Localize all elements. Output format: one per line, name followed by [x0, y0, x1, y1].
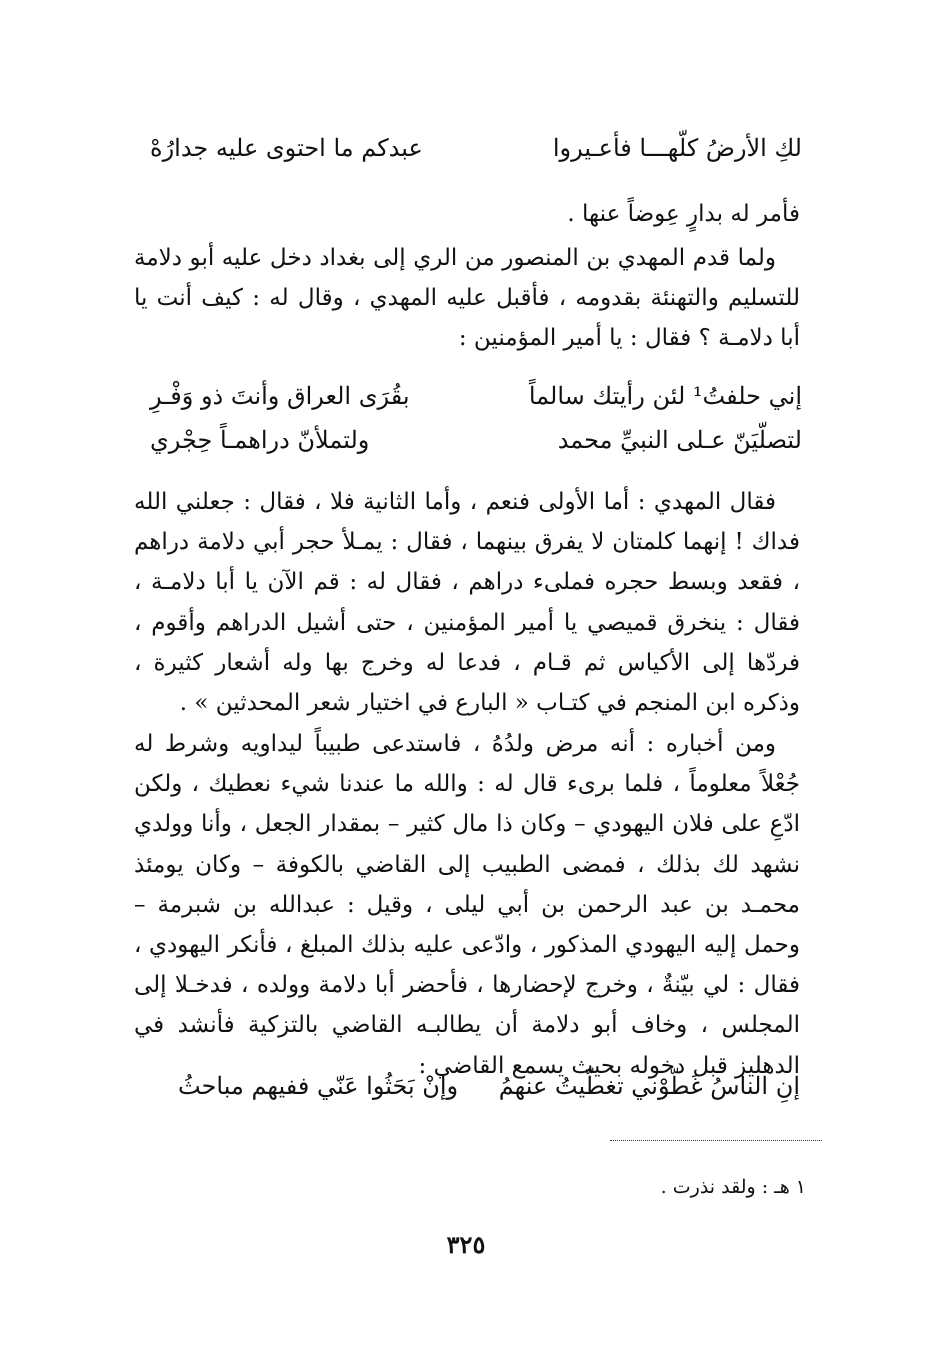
- paragraph-text: ومن أخباره : أنه مرض ولدُهُ ، فاستدعى طبيباً ليداويه وشرط له جُعْلاً معلوماً ، فلما برىء قال له : والله ما عندنا شيء نعطيك ، ولكن ادّعِ على فلان اليهودي – وكان ذا مال كثير – بمقدار الجعل ، وأنا وولدي نشهد لك بذلك ، فمضى الطبيب إلى القاضي بالكوفة – وكان يومئذ محمـد بن عبد الرحمن بن أبي ليلى ، وقيل : عبدالله بن شبرمة – وحمل إليه اليهودي المذكور ، وادّعى عليه بذلك المبلغ ، فأنكر اليهودي ، فقال : لي بيّنةٌ ، وخرج لإحضارها ، فأحضر أبا دلامة وولده ، فدخـلا إلى المجلس ، وخاف أبو دلامة أن يطالبـه القاضي بالتزكية فأنشد في الدهليز قبل دخوله بحيث يسمع القاضي :: [134, 731, 800, 1079]
- paragraph-mahdi-response: [134, 482, 800, 723]
- verse-hemistich-first: إني حلفتُ¹ لئن رأيتك سالماً: [528, 382, 802, 410]
- text-line-gift: فأمر له بدارٍ عِوضاً عنها .: [567, 201, 800, 227]
- verse-hemistich-second: عبدكم ما احتوى عليه جدارُهْ: [150, 134, 423, 162]
- verse-hemistich-first: لتصلّيَنّ عـلى النبيِّ محمد: [557, 426, 802, 454]
- verse-hemistich-second: ولتملأنّ دراهمـاً حِجْري: [150, 426, 370, 454]
- verse-hemistich-second: وإنْ بَحَثُوا عَنّي ففيهم مباحثُ: [178, 1072, 459, 1100]
- page-number: ٣٢٥: [446, 1230, 486, 1259]
- paragraph-mahdi-arrival: [134, 238, 800, 359]
- footnote-divider: [610, 1140, 822, 1141]
- verse-hemistich-second: بقُرَى العراق وأنتَ ذو وَفْـرِ: [150, 382, 410, 410]
- verse-hemistich-first: لكِ الأرضُ كلّهـــا فأعـيروا: [552, 134, 802, 162]
- verse-line-top: [150, 132, 802, 164]
- paragraph-text: ولما قدم المهدي بن المنصور من الري إلى بغداد دخل عليه أبو دلامة للتسليم والتهنئة بقدومه ، فأقبل عليه المهدي ، وقال له : كيف أنت يا أبا دلامـة ؟ فقال : يا أمير المؤمنين :: [134, 245, 800, 352]
- verse-line-oath-2: [150, 424, 802, 456]
- paragraph-physician-story: [134, 724, 800, 1086]
- footnote: ١ هـ : ولقد نذرت .: [660, 1176, 806, 1198]
- verse-line-bottom: [178, 1070, 800, 1102]
- paragraph-text: فقال المهدي : أما الأولى فنعم ، وأما الثانية فلا ، فقال : جعلني الله فداك ! إنهما كلمتان لا يفرق بينهما ، فقال : يمـلأ حجر أبي دلامة دراهم ، فقعد وبسط حجره فملىء دراهم ، فقال له : قم الآن يا أبا دلامـة ، فقال : ينخرق قميصي يا أمير المؤمنين ، حتى أشيل الدراهم وأقوم ، فردّها إلى الأكياس ثم قـام ، فدعا له وخرج بها وله أشعار كثيرة ، وذكره ابن المنجم في كتـاب « البارع في اختيار شعر المحدثين » .: [134, 489, 800, 717]
- verse-line-oath-1: [150, 380, 802, 412]
- verse-hemistich-first: إنِ الناسُ غَطّوْني تغطّيتُ عنهمُ: [498, 1072, 800, 1100]
